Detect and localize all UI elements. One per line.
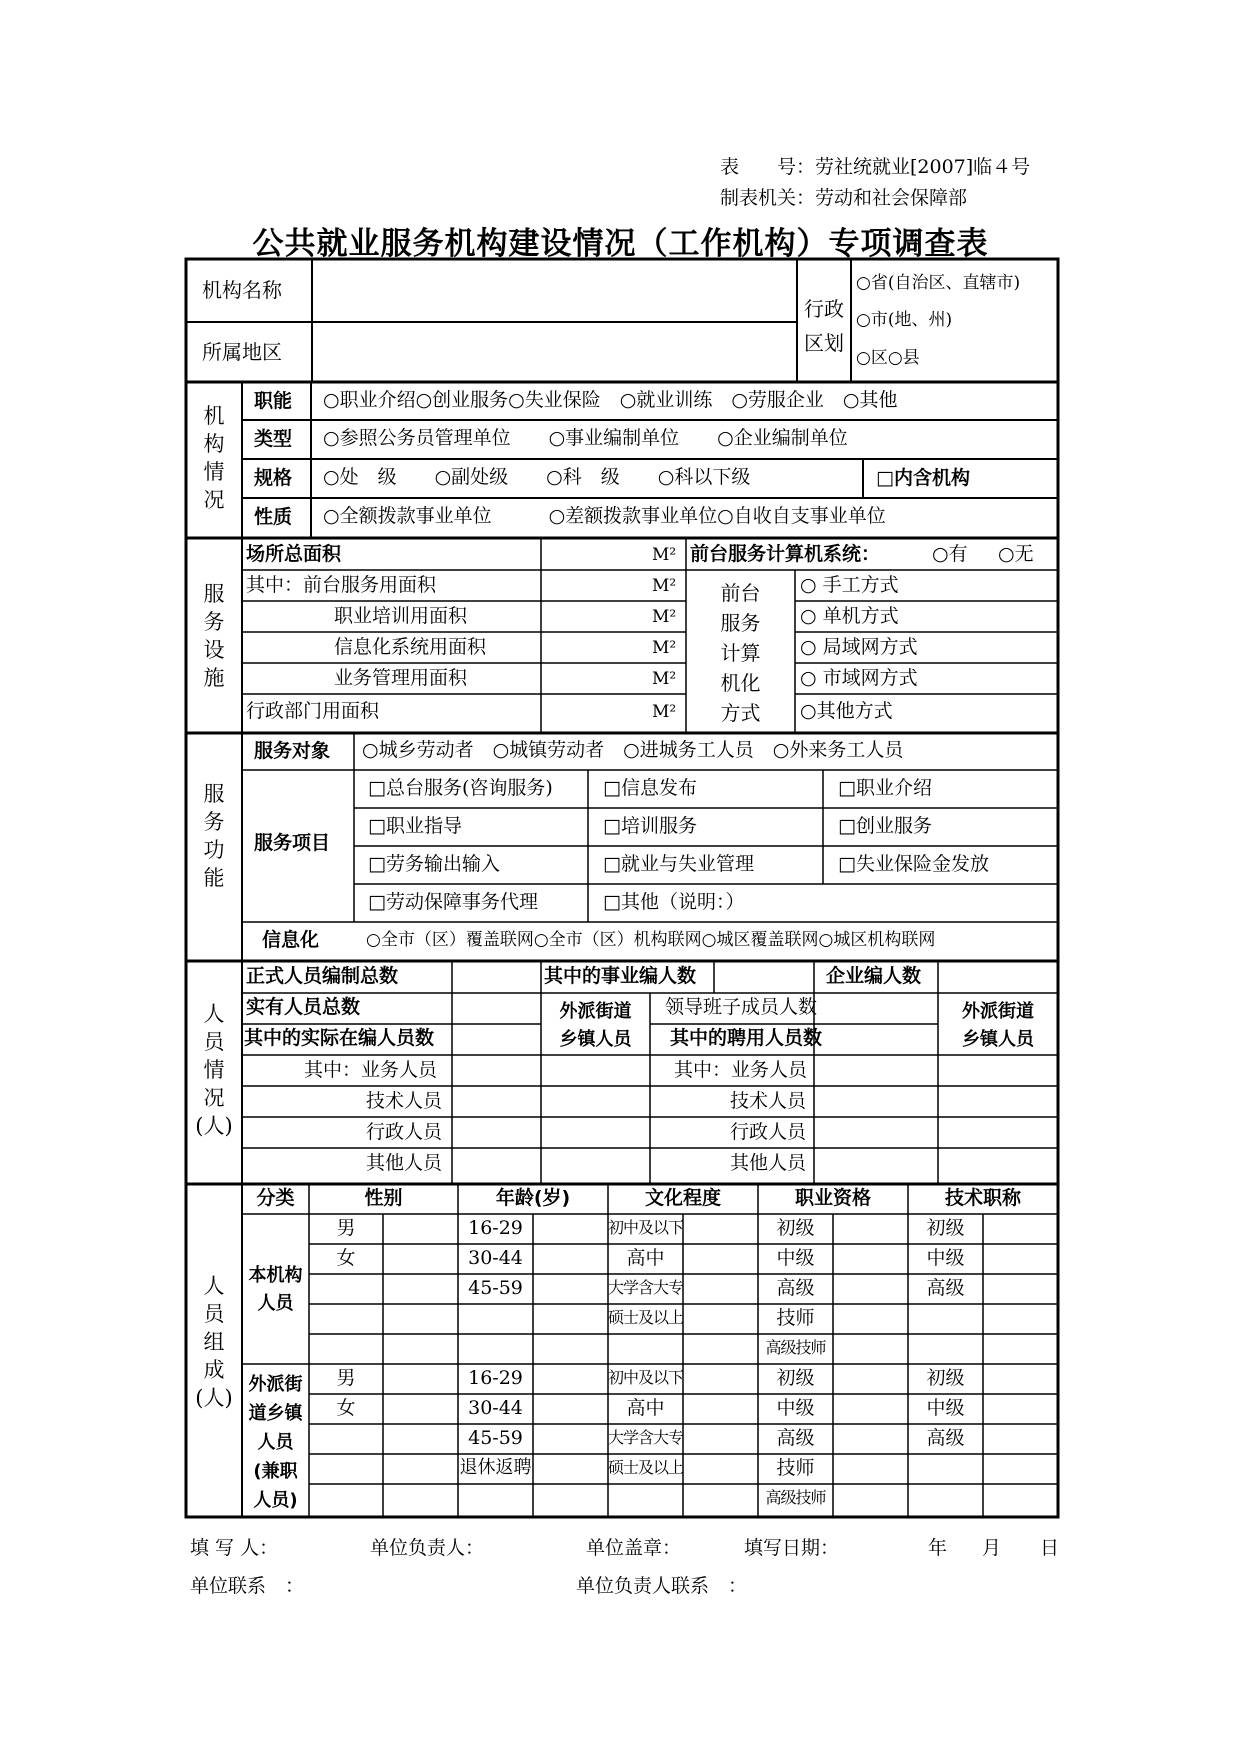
type-options[interactable]: ○参照公务员管理单位 ○事业编制单位 ○企业编制单位 <box>323 427 848 449</box>
service-items-label: 服务项目 <box>254 832 331 854</box>
area-label: 行政部门用面积 <box>246 700 380 722</box>
column-header: 分类 <box>256 1187 295 1209</box>
issuing-authority: 制表机关：劳动和社会保障部 <box>720 187 968 209</box>
title-cell: 高级 <box>926 1427 965 1449</box>
qualification-cell: 中级 <box>776 1397 815 1419</box>
page-title: 公共就业服务机构建设情况（工作机构）专项调查表 <box>252 226 989 262</box>
service-item-checkbox[interactable]: □信息发布 <box>603 777 697 799</box>
column-header: 职业资格 <box>794 1187 871 1209</box>
form-number: 表 号：劳社统就业[2007]临４号 <box>720 156 1031 178</box>
enterprise-quota-label: 企业编人数 <box>826 965 922 987</box>
group-label-dispatched-staff: 外派街 道乡镇 人员 (兼职 人员) <box>248 1374 303 1511</box>
composition-section-label: 人 员 组 成 (人) <box>195 1274 233 1410</box>
qualification-cell: 中级 <box>776 1247 815 1269</box>
service-item-checkbox[interactable]: □培训服务 <box>603 815 697 837</box>
service-target-options[interactable]: ○城乡劳动者 ○城镇劳动者 ○进城务工人员 ○外来务工人员 <box>362 739 904 761</box>
area-label: 职业培训用面积 <box>334 605 468 627</box>
region-label: 所属地区 <box>202 340 282 364</box>
qualification-cell: 技师 <box>776 1457 815 1479</box>
service-item-checkbox[interactable]: □职业介绍 <box>838 777 932 799</box>
staff-section-label: 人 员 情 况 (人) <box>195 1002 233 1138</box>
area-unit: M² <box>652 607 677 627</box>
computerization-mode-label: 前台 服务 计算 机化 方式 <box>720 581 761 725</box>
education-cell: 初中及以下 <box>608 1368 684 1387</box>
staff-type-label: 技术人员 <box>730 1090 807 1112</box>
actual-total-label: 实有人员总数 <box>246 996 361 1018</box>
service-item-checkbox[interactable]: □总台服务(咨询服务) <box>368 777 553 799</box>
gender-cell: 男 <box>336 1367 356 1389</box>
education-cell: 高中 <box>626 1247 665 1269</box>
facility-section-label: 服 务 设 施 <box>203 582 225 690</box>
leader-contact-label: 单位负责人联系 ： <box>576 1575 748 1597</box>
date-day: 日 <box>1040 1537 1060 1559</box>
level-options[interactable]: ○处 级 ○副处级 ○科 级 ○科以下级 <box>323 466 751 488</box>
education-cell: 高中 <box>626 1397 665 1419</box>
filler-label: 填 写 人： <box>190 1537 279 1559</box>
staff-type-label: 其中：业务人员 <box>304 1059 438 1081</box>
mode-option[interactable]: ○其他方式 <box>800 700 893 722</box>
column-header: 文化程度 <box>644 1187 721 1209</box>
admin-option-district[interactable]: ○区○县 <box>856 348 920 368</box>
contact-label: 单位联系 ： <box>190 1575 305 1597</box>
staff-type-label: 行政人员 <box>366 1121 443 1143</box>
date-label: 填写日期： <box>744 1537 840 1559</box>
admin-division-label: 行政 区划 <box>804 297 844 355</box>
area-label: 信息化系统用面积 <box>334 636 487 658</box>
computer-yes-radio[interactable]: ○有 <box>932 543 968 565</box>
title-cell: 初级 <box>926 1367 965 1389</box>
service-item-checkbox[interactable]: □职业指导 <box>368 815 462 837</box>
leaders-label: 领导班子成员人数 <box>665 996 818 1018</box>
age-cell: 45-59 <box>468 1427 523 1449</box>
education-cell: 初中及以下 <box>608 1218 684 1237</box>
education-cell: 大学含大专 <box>608 1428 684 1447</box>
area-label: 其中：前台服务用面积 <box>246 574 437 596</box>
service-item-checkbox[interactable]: □劳务输出输入 <box>368 853 500 875</box>
org-name-label: 机构名称 <box>202 278 282 302</box>
career-quota-label: 其中的事业编人数 <box>544 965 697 987</box>
area-label: 业务管理用面积 <box>334 667 468 689</box>
title-cell: 中级 <box>926 1247 965 1269</box>
staff-type-label: 其中：业务人员 <box>674 1059 808 1081</box>
mode-option[interactable]: ○ 单机方式 <box>800 605 899 627</box>
age-cell: 16-29 <box>468 1217 523 1239</box>
qualification-cell: 高级 <box>776 1427 815 1449</box>
group-label-local-staff: 本机构 人员 <box>248 1265 303 1314</box>
mode-option[interactable]: ○ 手工方式 <box>800 574 899 596</box>
age-cell: 30-44 <box>468 1247 523 1269</box>
qualification-cell: 高级 <box>776 1277 815 1299</box>
area-unit: M² <box>652 669 677 689</box>
gender-cell: 女 <box>336 1397 356 1419</box>
dispatched-staff-label: 外派街道 乡镇人员 <box>962 1001 1034 1050</box>
education-cell: 硕士及以上 <box>608 1458 684 1477</box>
seal-label: 单位盖章： <box>586 1537 682 1559</box>
column-header: 年龄(岁) <box>495 1187 571 1209</box>
age-cell: 45-59 <box>468 1277 523 1299</box>
qualification-cell: 高级技师 <box>765 1338 826 1357</box>
informatization-label: 信息化 <box>262 929 320 951</box>
dispatched-staff-label: 外派街道 乡镇人员 <box>559 1001 632 1050</box>
mode-option[interactable]: ○ 市域网方式 <box>800 667 918 689</box>
internal-org-checkbox[interactable]: □内含机构 <box>876 467 970 489</box>
education-cell: 大学含大专 <box>608 1278 684 1297</box>
informatization-options[interactable]: ○全市（区）覆盖联网○全市（区）机构联网○城区覆盖联网○城区机构联网 <box>366 930 936 950</box>
age-cell: 退休返聘 <box>459 1457 532 1478</box>
service-item-checkbox[interactable]: □失业保险金发放 <box>838 853 989 875</box>
service-item-checkbox[interactable]: □其他（说明：） <box>603 891 745 913</box>
org-row-label: 性质 <box>254 506 293 528</box>
area-unit: M² <box>652 576 677 596</box>
service-item-checkbox[interactable]: □劳动保障事务代理 <box>368 891 538 913</box>
org-name-input[interactable] <box>314 262 794 320</box>
education-cell: 硕士及以上 <box>608 1308 684 1327</box>
computer-no-radio[interactable]: ○无 <box>998 543 1034 565</box>
computer-system-label: 前台服务计算机系统： <box>690 543 881 565</box>
title-cell: 高级 <box>926 1277 965 1299</box>
qualification-cell: 初级 <box>776 1217 815 1239</box>
column-header: 技术职称 <box>944 1187 1021 1209</box>
total-area-label: 场所总面积 <box>246 543 342 565</box>
area-unit: M² <box>652 702 677 722</box>
org-row-label: 职能 <box>254 390 293 412</box>
admin-option-city[interactable]: ○市(地、州) <box>856 310 953 330</box>
title-cell: 中级 <box>926 1397 965 1419</box>
area-unit: M² <box>652 545 677 565</box>
leader-label: 单位负责人： <box>370 1537 485 1559</box>
org-section-label: 机 构 情 况 <box>203 404 225 512</box>
actual-in-quota-label: 其中的实际在编人员数 <box>244 1027 435 1049</box>
service-item-checkbox[interactable]: □就业与失业管理 <box>603 853 754 875</box>
org-row-label: 规格 <box>254 467 293 489</box>
staff-type-label: 其他人员 <box>730 1152 807 1174</box>
total-quota-label: 正式人员编制总数 <box>246 965 399 987</box>
service-target-label: 服务对象 <box>254 740 331 762</box>
admin-option-province[interactable]: ○省(自治区、直辖市) <box>856 273 1021 293</box>
age-cell: 30-44 <box>468 1397 523 1419</box>
gender-cell: 男 <box>336 1217 356 1239</box>
area-unit: M² <box>652 638 677 658</box>
hired-label: 其中的聘用人员数 <box>670 1027 823 1049</box>
gender-cell: 女 <box>336 1247 356 1269</box>
column-header: 性别 <box>364 1187 403 1209</box>
function-options[interactable]: ○职业介绍○创业服务○失业保险 ○就业训练 ○劳服企业 ○其他 <box>323 389 898 411</box>
staff-type-label: 其他人员 <box>366 1152 443 1174</box>
nature-options[interactable]: ○全额拨款事业单位 ○差额拨款事业单位○自收自支事业单位 <box>323 505 886 527</box>
date-year: 年 <box>928 1537 948 1559</box>
staff-type-label: 行政人员 <box>730 1121 807 1143</box>
function-section-label: 服 务 功 能 <box>203 782 225 890</box>
mode-option[interactable]: ○ 局域网方式 <box>800 636 918 658</box>
age-cell: 16-29 <box>468 1367 523 1389</box>
qualification-cell: 初级 <box>776 1367 815 1389</box>
qualification-cell: 技师 <box>776 1307 815 1329</box>
qualification-cell: 高级技师 <box>765 1488 826 1507</box>
org-row-label: 类型 <box>254 428 293 450</box>
region-input[interactable] <box>314 325 794 380</box>
title-cell: 初级 <box>926 1217 965 1239</box>
service-item-checkbox[interactable]: □创业服务 <box>838 815 932 837</box>
date-month: 月 <box>982 1537 1002 1559</box>
staff-type-label: 技术人员 <box>366 1090 443 1112</box>
